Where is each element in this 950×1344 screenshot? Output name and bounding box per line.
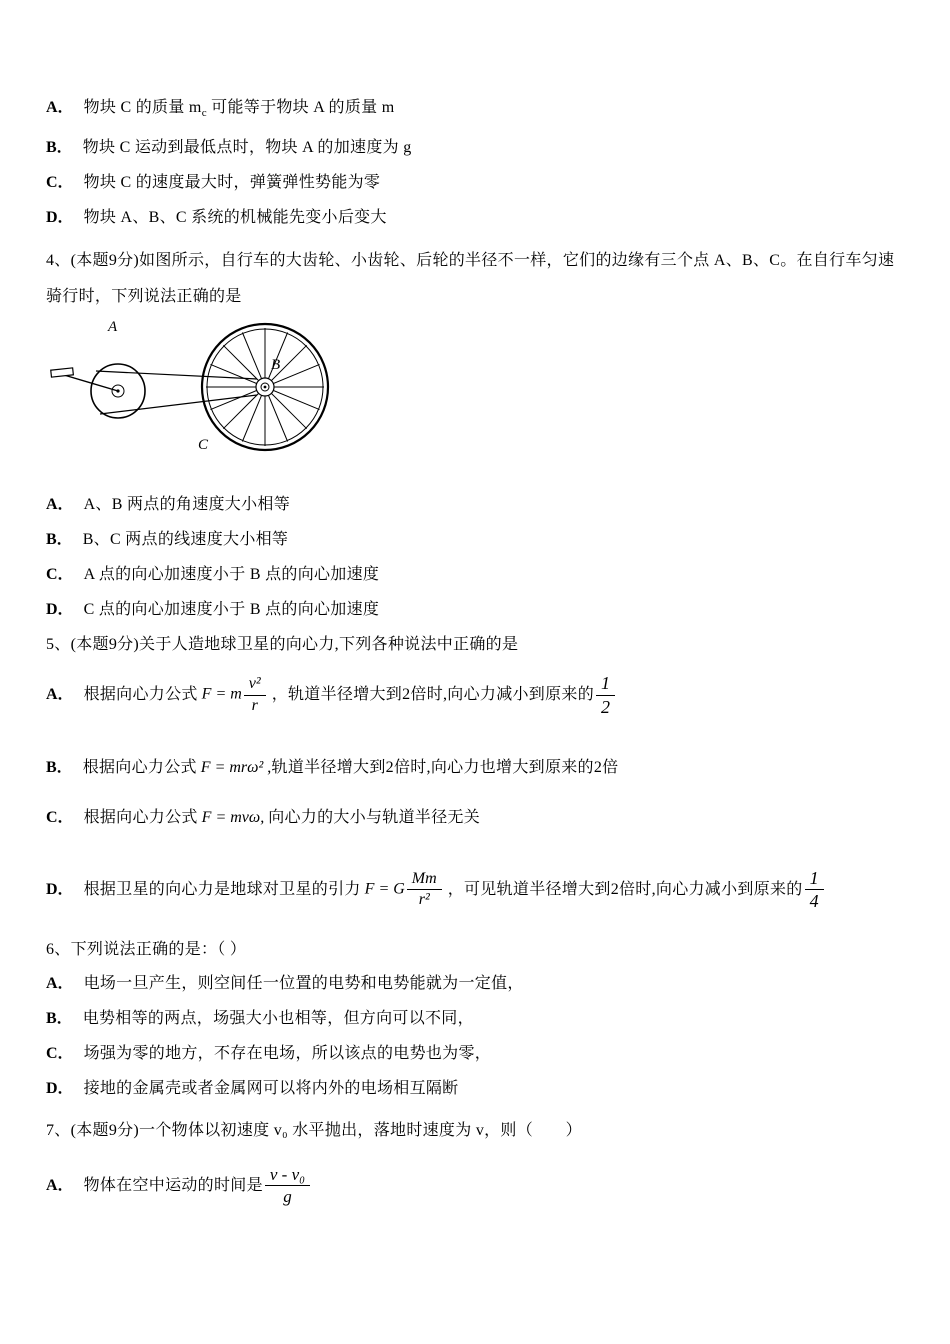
q3-option-c (46, 173, 910, 193)
numerator: 1 (805, 868, 824, 891)
formula-lead: F = m (201, 686, 242, 704)
subscript: c (201, 107, 207, 120)
option-text: B、C 两点的线速度大小相等 (82, 531, 289, 549)
q4-stem: 4、(本题9分)如图所示，自行车的大齿轮、小齿轮、后轮的半径不一样，它们的边缘有三个点 A、B、C。在自行车匀速骑行时，下列说法正确的是 (46, 252, 895, 306)
result-fraction (805, 868, 824, 912)
q6-stem: 6、下列说法正确的是：（ ） (46, 940, 247, 958)
option-label: A． (46, 1176, 74, 1194)
q5-option-d (46, 868, 910, 912)
option-text: 向心力的大小与轨道半径无关 (268, 808, 481, 826)
option-text: 物块 A、B、C 系统的机械能先变小后变大 (83, 209, 387, 227)
q5-option-a (46, 673, 910, 717)
option-text: 根据向心力公式 (83, 808, 198, 826)
chain (96, 371, 257, 414)
fraction (407, 870, 442, 910)
q6-option-d (46, 1079, 910, 1099)
option-text: A 点的向心加速度小于 B 点的向心加速度 (83, 566, 380, 584)
centripetal-force-formula (198, 675, 272, 715)
option-label: B． (46, 531, 73, 549)
option-text: 物块 C 运动到最低点时，物块 A 的加速度为 g (82, 139, 412, 157)
option-text: ,轨道半径增大到2倍时,向心力也增大到原来的2倍 (267, 758, 619, 776)
diagram-label-C: C (198, 437, 209, 454)
q4-diagram-wrap (50, 315, 910, 467)
option-text: 根据向心力公式 (83, 686, 198, 704)
q5-option-b (46, 758, 910, 778)
option-text-pre: 物块 C 的质量 m (83, 99, 202, 116)
option-label: B． (46, 1009, 73, 1027)
option-text: 物块 C 的速度最大时，弹簧弹性势能为零 (83, 174, 381, 192)
option-text: 根据卫星的向心力是地球对卫星的引力 (83, 880, 361, 898)
option-text: ，轨道半径增大到2倍时,向心力减小到原来的 (271, 686, 595, 704)
option-label: D． (46, 1079, 74, 1097)
numerator: v - v₀ (265, 1165, 310, 1187)
q4-option-a (46, 495, 910, 515)
numerator: Mm (407, 870, 442, 890)
q3-option-d (46, 208, 910, 228)
option-label: A． (46, 974, 74, 992)
option-label: C． (46, 566, 74, 584)
denominator: r (251, 696, 258, 714)
denominator: 2 (601, 696, 611, 717)
option-text: 物体在空中运动的时间是 (83, 1176, 263, 1194)
fraction (244, 675, 266, 715)
q3-option-a (46, 98, 910, 123)
option-label: D． (46, 209, 74, 227)
denominator: r² (418, 891, 430, 909)
option-text-post: 可能等于物块 A 的质量 m (206, 99, 395, 116)
option-label: A． (46, 686, 74, 704)
option-label: D． (46, 601, 74, 619)
formula-lead: F = G (364, 880, 405, 898)
option-label: D． (46, 880, 74, 898)
centripetal-force-formula: F = mrω² (200, 758, 264, 776)
q6-option-c (46, 1044, 910, 1064)
q5-option-c (46, 808, 910, 828)
q5-stem: 5、(本题9分)关于人造地球卫星的向心力,下列各种说法中正确的是 (46, 636, 519, 654)
denominator: 4 (809, 891, 819, 912)
option-label: C． (46, 808, 74, 826)
option-text: 电场一旦产生，则空间任一位置的电势和电势能就为一定值， (83, 974, 524, 992)
option-label: A． (46, 496, 74, 514)
rear-wheel (202, 324, 328, 450)
q4-option-c (46, 565, 910, 585)
option-text (84, 98, 395, 123)
time-fraction (265, 1165, 310, 1207)
q6-option-b (46, 1009, 910, 1029)
option-label: B． (46, 139, 73, 157)
numerator: 1 (596, 673, 615, 696)
option-text: C 点的向心加速度小于 B 点的向心加速度 (83, 601, 380, 619)
gravity-formula (361, 870, 448, 910)
option-label: C． (46, 174, 74, 192)
option-text: A、B 两点的角速度大小相等 (83, 496, 290, 514)
bicycle-diagram (50, 315, 362, 467)
option-text: ，可见轨道半径增大到2倍时,向心力减小到原来的 (447, 880, 803, 898)
option-text: 场强为零的地方，不存在电场，所以该点的电势也为零， (83, 1044, 492, 1062)
diagram-label-A: A (108, 319, 118, 336)
q6-option-a (46, 974, 910, 994)
option-label: B． (46, 758, 73, 776)
option-text: 电势相等的两点，场强大小也相等，但方向可以不同， (82, 1009, 474, 1027)
numerator: v² (244, 675, 266, 695)
option-label: C． (46, 1044, 74, 1062)
q4-option-b (46, 530, 910, 550)
centripetal-force-formula: F = mvω, (201, 808, 265, 826)
option-label: A． (46, 99, 74, 116)
denominator: g (283, 1187, 292, 1207)
option-text: 接地的金属壳或者金属网可以将内外的电场相互隔断 (83, 1079, 459, 1097)
q4-option-d (46, 600, 910, 620)
q3-option-b (46, 138, 910, 158)
result-fraction (596, 673, 615, 717)
q7-option-a (46, 1165, 910, 1207)
q7-stem: 7、(本题9分)一个物体以初速度 v₀ 水平抛出，落地时速度为 v，则（ ） (46, 1121, 582, 1139)
option-text: 根据向心力公式 (82, 758, 197, 776)
diagram-label-B: B (271, 357, 281, 374)
